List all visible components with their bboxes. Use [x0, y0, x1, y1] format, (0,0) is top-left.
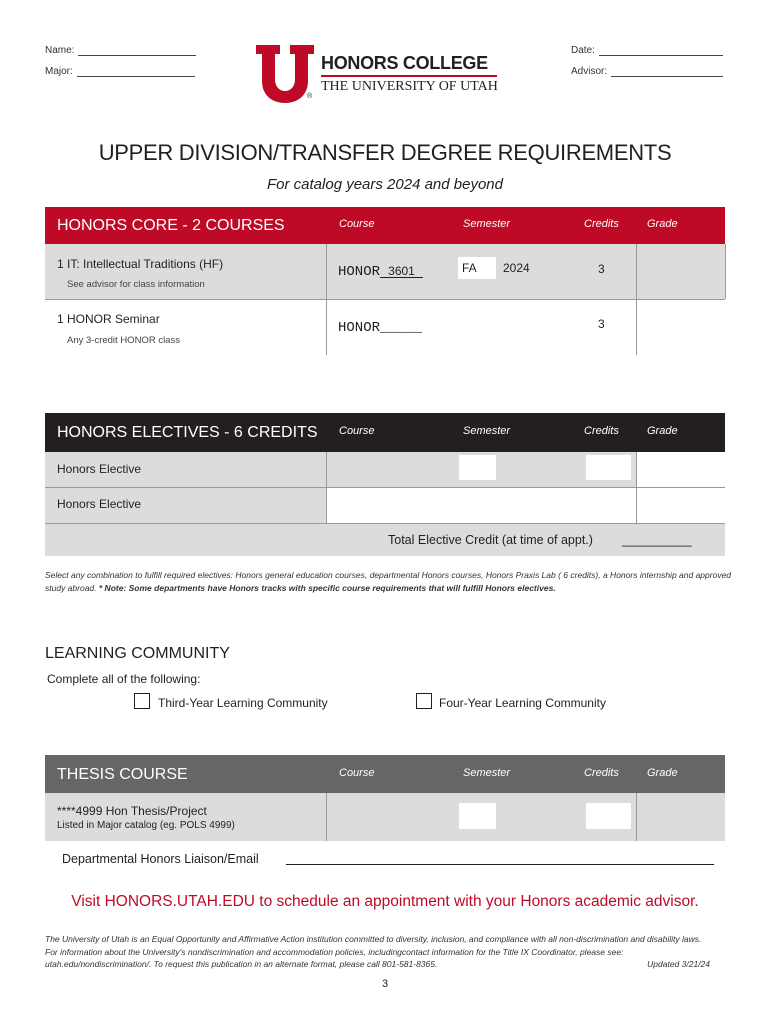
- elective-row-2-label: Honors Elective: [57, 497, 142, 511]
- date-line[interactable]: [599, 46, 723, 56]
- name-line[interactable]: [78, 46, 196, 56]
- page-number: 3: [381, 978, 389, 990]
- col-credits: Credits: [584, 425, 619, 437]
- core-row-1-sub: See advisor for class information: [67, 279, 205, 290]
- third-year-label: Third-Year Learning Community: [158, 696, 328, 710]
- elective-row-1-semester[interactable]: [459, 455, 496, 480]
- major-label: Major:: [45, 66, 73, 77]
- col-semester: Semester: [463, 218, 511, 230]
- university-of-utah-u-logo: [256, 45, 314, 103]
- four-year-label: Four-Year Learning Community: [439, 696, 606, 710]
- honors-core-heading: HONORS CORE - 2 COURSES: [57, 217, 285, 234]
- core-row-2-label: 1 HONOR Seminar: [57, 312, 160, 326]
- name-field[interactable]: [45, 45, 196, 56]
- electives-note: [45, 569, 735, 595]
- logo-honors-college: HONORS COLLEGE: [321, 53, 488, 73]
- advisor-line[interactable]: [611, 67, 723, 77]
- honors-electives-header: [45, 413, 725, 452]
- course-number[interactable]: 3601: [380, 265, 423, 278]
- thesis-row-sub: Listed in Major catalog (eg. POLS 4999): [57, 820, 235, 831]
- elective-row-2-course[interactable]: [327, 488, 636, 523]
- col-course: Course: [339, 767, 375, 779]
- course-prefix: HONOR: [338, 264, 381, 280]
- core-row-2-sub: Any 3-credit HONOR class: [67, 335, 180, 346]
- visit-link-text[interactable]: Visit HONORS.UTAH.EDU to schedule an appointment with your Honors academic advisor.: [71, 893, 699, 910]
- col-grade: Grade: [647, 425, 678, 437]
- elective-row-1-grade[interactable]: [637, 452, 725, 487]
- advisor-label: Advisor:: [571, 66, 608, 77]
- page-title: UPPER DIVISION/TRANSFER DEGREE REQUIREMENTS: [98, 140, 672, 165]
- liaison-line[interactable]: [286, 864, 714, 865]
- col-semester: Semester: [463, 767, 511, 779]
- col-course: Course: [339, 425, 375, 437]
- four-year-checkbox[interactable]: [416, 693, 432, 709]
- thesis-credits[interactable]: [586, 803, 631, 829]
- honors-core-header: [45, 207, 725, 244]
- core-row-1-course[interactable]: [338, 262, 423, 280]
- date-field[interactable]: [571, 45, 723, 56]
- logo-university: THE UNIVERSITY OF UTAH: [321, 79, 498, 94]
- core-row-2-credits: 3: [598, 317, 605, 331]
- semester-term: FA: [462, 261, 477, 275]
- liaison-label: Departmental Honors Liaison/Email: [62, 852, 259, 866]
- updated-date: Updated 3/21/24: [647, 959, 710, 969]
- core-row-2-course[interactable]: HONOR_____: [338, 320, 423, 336]
- electives-note-text: Select any combination to fulfill required electives: Honors general education courses, departmental Honors courses, Honors Praxis Lab ( 6 credits), a Honors internship and approved study abroad.: [45, 570, 732, 593]
- honors-electives-heading: HONORS ELECTIVES - 6 CREDITS: [57, 424, 318, 441]
- learning-community-title: LEARNING COMMUNITY: [45, 645, 230, 662]
- logo-rule: [321, 75, 497, 77]
- electives-note-bold: * Note: Some departments have Honors tracks with specific course requirements that will fulfill Honors electives.: [98, 583, 556, 593]
- major-field[interactable]: [45, 66, 195, 77]
- thesis-heading: THESIS COURSE: [57, 766, 188, 783]
- registered-mark: ®: [307, 93, 313, 100]
- core-row-1-credits: 3: [598, 262, 605, 276]
- core-row-1-grade[interactable]: [637, 244, 725, 299]
- core-row-1-label: 1 IT: Intellectual Traditions (HF): [57, 257, 224, 271]
- learning-community-sub: Complete all of the following:: [47, 672, 201, 686]
- core-row-1-semester-year[interactable]: 2024: [503, 261, 530, 275]
- col-course: Course: [339, 218, 375, 230]
- advisor-field[interactable]: [571, 66, 723, 77]
- thesis-semester[interactable]: [459, 803, 496, 829]
- col-grade: Grade: [647, 218, 678, 230]
- col-credits: Credits: [584, 218, 619, 230]
- major-line[interactable]: [77, 67, 195, 77]
- total-elective-label: Total Elective Credit (at time of appt.): [388, 533, 593, 547]
- name-label: Name:: [45, 45, 75, 56]
- elective-row-1-label: Honors Elective: [57, 462, 142, 476]
- third-year-checkbox[interactable]: [134, 693, 150, 709]
- thesis-row-label: ****4999 Hon Thesis/Project: [57, 804, 207, 818]
- page-subtitle: For catalog years 2024 and beyond: [267, 176, 503, 193]
- date-label: Date:: [571, 45, 595, 56]
- elective-row-1-credits[interactable]: [586, 455, 631, 480]
- total-elective-blank[interactable]: __________: [622, 533, 692, 547]
- col-grade: Grade: [647, 767, 678, 779]
- core-row-1-semester-term-box[interactable]: [458, 257, 496, 279]
- thesis-header: [45, 755, 725, 793]
- col-credits: Credits: [584, 767, 619, 779]
- footer-text: The University of Utah is an Equal Opportunity and Affirmative Action institution committed to diversity, inclusion, and compliance with all non-discrimination and disability laws. For information about the University's nondiscrimination and accommodation policies, includingcontact information for the Title IX Coordinator, please see: utah.edu/nondiscrimination/. To request this publication in an alternate format, please call 801-581-8365.: [45, 934, 702, 969]
- elective-row-2-grade[interactable]: [637, 488, 725, 523]
- col-semester: Semester: [463, 425, 511, 437]
